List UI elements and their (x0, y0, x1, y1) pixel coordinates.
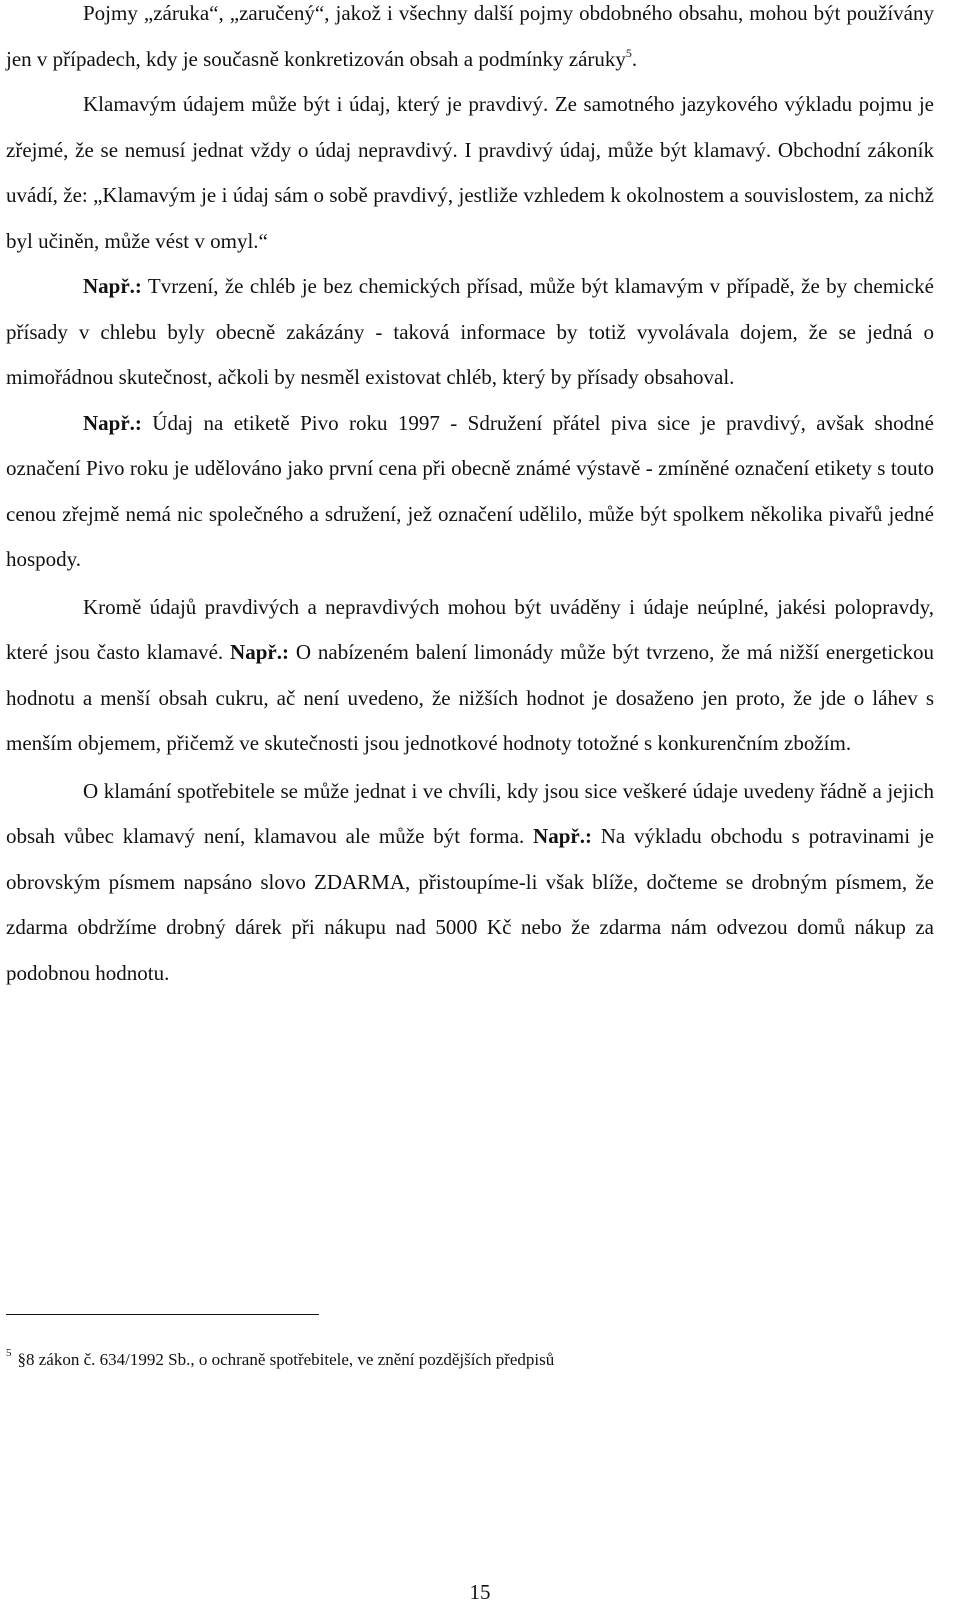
paragraph (6, 0, 934, 82)
paragraph (6, 264, 934, 401)
footnote-separator (6, 1314, 319, 1315)
paragraph-text: Tvrzení, že chléb je bez chemických přísad, může být klamavým v případě, že by chemické přísady v chlebu byly obecně zakázány - taková informace by totiž vyvolávala dojem, že se jedná o mimořádnou skutečnost, ačkoli by nesměl existovat chléb, který by přísady obsahoval. (6, 274, 934, 389)
paragraph-text: O klamání spotřebitele se může jednat i ve chvíli, kdy jsou sice veškeré údaje uvedeny řádně a jejich obsah vůbec klamavý není, klamavou ale může být forma. (6, 778, 934, 848)
footnote (6, 1347, 555, 1372)
paragraph (6, 585, 934, 767)
example-label: Např.: (83, 410, 142, 435)
footnote-reference: 5 (625, 45, 632, 60)
example-label: Např.: (230, 640, 289, 664)
paragraph-text: Na výkladu obchodu s potravinami je obrovským písmem napsáno slovo ZDARMA, přistoupíme-li však blíže, dočteme se drobným písmem, že zdarma obdržíme drobný dárek při nákupu nad 5000 Kč nebo že zdarma nám odvezou domů nákup za podobnou hodnotu. (6, 824, 935, 985)
paragraph-text: Pojmy „záruka“, „zaručený“, jakož i všechny další pojmy obdobného obsahu, mohou být používány jen v případech, kdy je současně konkretizován obsah a podmínky záruky (6, 1, 934, 71)
paragraph-text: Kromě údajů pravdivých a nepravdivých mohou být uváděny i údaje neúplné, jakési polopravdy, které jsou často klamavé. (6, 594, 934, 664)
page-number: 15 (469, 1580, 491, 1604)
paragraph (6, 82, 934, 264)
example-label: Např.: (533, 824, 592, 848)
paragraph (6, 769, 934, 997)
paragraph-text: Klamavým údajem může být i údaj, který je pravdivý. Ze samotného jazykového výkladu pojmu je zřejmé, že se nemusí jednat vždy o údaj nepravdivý. I pravdivý údaj, může být klamavý. Obchodní zákoník uvádí, že: „Klamavým je i údaj sám o sobě pravdivý, jestliže vzhledem k okolnostem a souvislostem, za nichž byl učiněn, může vést v omyl.“ (6, 92, 934, 253)
footnote-number: 5 (6, 1347, 12, 1359)
paragraph-text: Údaj na etiketě Pivo roku 1997 - Sdružení přátel piva sice je pravdivý, avšak shodné označení Pivo roku je udělováno jako první cena při obecně známé výstavě - zmíněné označení etikety s touto cenou zřejmě nemá nic společného a sdružení, jež označení udělilo, může být spolkem několika pivařů jedné hospody. (6, 410, 934, 571)
footnote-text: §8 zákon č. 634/1992 Sb., o ochraně spotřebitele, ve znění pozdějších předpisů (17, 1350, 555, 1369)
paragraph-text: . (631, 46, 638, 71)
example-label: Např.: (83, 274, 142, 298)
document-body (6, 0, 934, 996)
paragraph (6, 401, 934, 583)
paragraph-text: O nabízeném balení limonády může být tvrzeno, že má nižší energetickou hodnotu a menší obsah cukru, ač není uvedeno, že nižších hodnot je dosaženo jen proto, že jde o láhev s menším objemem, přičemž ve skutečnosti jsou jednotkové hodnoty totožné s konkurenčním zbožím. (6, 640, 934, 755)
